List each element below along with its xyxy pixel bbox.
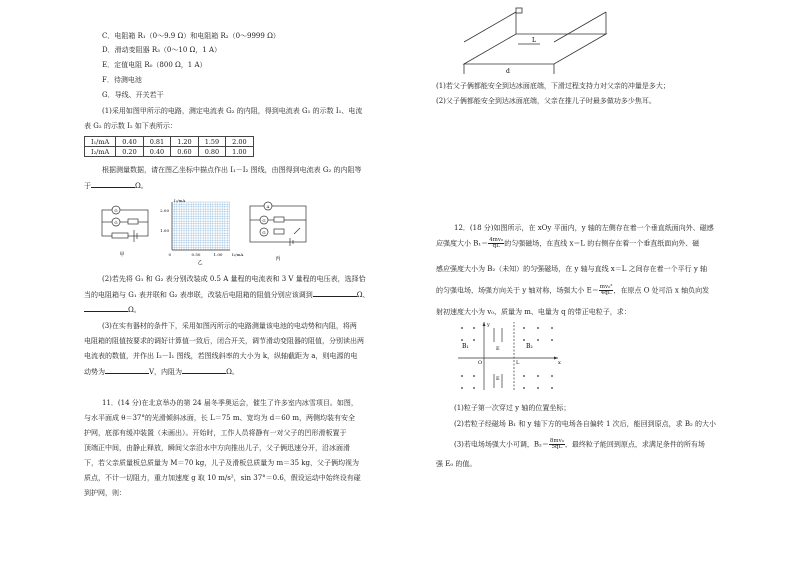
q12-line4 (436, 285, 709, 296)
answer-blank[interactable] (313, 290, 357, 297)
answer-blank[interactable] (84, 305, 128, 312)
table-cell: 0.80 (198, 147, 225, 157)
answer-blank[interactable] (91, 181, 135, 188)
table-cell: 0.60 (171, 147, 198, 157)
q12-sub3 (454, 439, 705, 450)
q10-part2-line1: (2)若先将 G₁ 和 G₂ 表分别改装成 0.5 A 量程的电流表和 3 V 量程的电压表，选择恰 (102, 275, 366, 283)
q12-line2 (436, 238, 699, 249)
l-label: L (516, 360, 520, 366)
q10-part1-line4 (84, 181, 148, 191)
svg-text:A: A (266, 204, 270, 209)
option-f: F．待测电池 (102, 76, 142, 84)
field-dot (537, 327, 539, 329)
table-cell: 2.00 (226, 137, 253, 147)
fig-yi-label: 乙 (197, 260, 203, 266)
field-dot (523, 339, 525, 341)
numerator: 8mv₀ (549, 438, 564, 444)
option-e: E．定值电阻 R₀（800 Ω，1 A） (102, 61, 207, 69)
text: 的匀强电场，场强方向关于 y 轴对称，场强大小 E＝ (436, 286, 599, 295)
x-axis-label: x (558, 360, 561, 366)
field-dot (461, 375, 463, 377)
field-dot (473, 387, 475, 389)
y-tick: 1.00 (160, 228, 169, 233)
field-dot (523, 375, 525, 377)
denominator: 4qL (600, 290, 612, 296)
b1-label: B₁ (462, 343, 469, 350)
text: 应强度大小 B₁＝ (436, 239, 489, 248)
svg-text:G: G (262, 230, 266, 235)
q10-part2-line2 (84, 290, 370, 300)
field-dot (461, 327, 463, 329)
numerator: mv₀² (599, 284, 613, 290)
q12-sub2: (2)若粒子经磁场 B₁ 和 y 轴下方的电场各自偏转 1 次后，能回到原点，求 B₂ 的大小 (454, 420, 717, 428)
field-dot (461, 339, 463, 341)
field-dot (551, 339, 553, 341)
unit: Ω、 (356, 291, 370, 299)
x-tick: 0 (168, 252, 171, 257)
unit: Ω。 (135, 182, 148, 190)
text: 动势为 (84, 368, 105, 376)
unit: Ω。 (128, 306, 141, 314)
table-cell: 0.40 (116, 137, 143, 147)
q10-part1-line1: (1)采用如图甲所示的电路，测定电流表 G₂ 的内阻，得到电流表 G₁ 的示数 I₁、电流 (102, 107, 363, 115)
denominator: qL (492, 243, 500, 249)
slope-width-label: d (506, 68, 510, 75)
fraction-b2 (549, 439, 565, 450)
field-dot (551, 387, 553, 389)
q12-line5: 射初速度大小为 v₀、质量为 m、电量为 q 的带正电粒子，求： (436, 308, 631, 316)
field-dot (523, 327, 525, 329)
field-dot (523, 387, 525, 389)
q10-part3-line1: (3)在实有器材的条件下，采用如图丙所示的电路测量该电池的电动势和内阻，将两 (102, 322, 357, 330)
q10-part3-line4 (84, 367, 239, 377)
circuit-bing (250, 202, 306, 246)
table-cell: 0.81 (143, 137, 170, 147)
q12-line3: 感应强度大小为 B₂（未知）的匀强磁场，在 y 轴与直线 x＝L 之间存在着一个平行 y 轴 (436, 265, 708, 273)
field-dot (473, 375, 475, 377)
field-dot (537, 375, 539, 377)
field-dot (551, 327, 553, 329)
text: ，在原点 O 处可沿 x 轴负向发 (613, 286, 710, 295)
text: ，最终粒子能回到原点，求满足条件的所有场 (564, 440, 705, 449)
table-row (85, 147, 254, 157)
table-cell: 1.20 (171, 137, 198, 147)
slope-length-label: L (532, 37, 536, 44)
text: 的匀强磁场，在直线 x＝L 的右侧存在着一个垂直纸面向外、磁 (504, 239, 700, 248)
denominator: 5qL (551, 444, 563, 450)
fraction-e (599, 285, 614, 296)
q11-line4: 顶端正中间，由静止释放，瞬间父亲沿水中方向推出儿子，父子俩迅速分开，沿冰面滑 (84, 444, 350, 452)
field-dot (537, 339, 539, 341)
b2-label: B₂ (526, 343, 533, 350)
field-diagram (454, 320, 564, 392)
svg-text:G: G (262, 218, 266, 223)
q11-line2: 与水平面成 θ＝37°的光滑倾斜冰面，长 L＝75 m、宽均为 d＝60 m，两侧均装有安全 (84, 414, 355, 422)
circuit-jia (102, 206, 148, 242)
field-dot (551, 375, 553, 377)
q12-line1: 12．(18 分)如图所示，在 xOy 平面内，y 轴的左侧存在着一个垂直纸面向外、磁感 (454, 224, 714, 232)
q11-sub2: (2)父子俩都能安全到达冰面底端，父亲在推儿子时最多做功多少焦耳。 (436, 97, 656, 105)
table-cell: 0.20 (116, 147, 143, 157)
svg-text:G: G (114, 220, 118, 225)
unit: Ω。 (226, 368, 239, 376)
option-g: G．导线、开关若干 (102, 91, 164, 99)
q11-line5: 下，若父亲质量板总质量为 M＝70 kg，儿子及滑板总质量为 m＝35 kg，父子俩均视为 (84, 459, 359, 467)
table-cell: I₂/mA (85, 147, 116, 157)
e-label-bottom: E (496, 376, 500, 382)
table-cell: 0.40 (143, 147, 170, 157)
y-tick: 2.00 (160, 208, 169, 213)
q10-part1-line2: 表 G₂ 的示数 I₂ 如下表所示： (84, 122, 177, 130)
graph-yi (172, 202, 230, 250)
answer-blank[interactable] (182, 367, 226, 374)
q10-part3-line2: 电阻箱的阻值按要求的调好计算值一致后，闭合开关，调节滑动变阻器的阻值，分别读出两 (84, 337, 364, 345)
text: (3)若电场场强大小可调，B₂＝ (454, 440, 549, 449)
q11-line3: 护网，底部有缓冲装置（未画出）。开始时，工作人员将静有一对父子的凹形滑板置于 (84, 429, 347, 437)
measurement-table (84, 136, 254, 157)
q10-part2-line3 (84, 305, 141, 315)
x-tick: 0.50 (191, 252, 201, 257)
y-axis-label: y (487, 322, 490, 328)
field-dot (461, 387, 463, 389)
answer-blank[interactable] (105, 367, 149, 374)
q11-line6: 质点，不计一切阻力，重力加速度 g 取 10 m/s²，sin 37°＝0.6，假设运动中始终设有碰 (84, 474, 361, 482)
fig-bing-label: 丙 (275, 256, 281, 262)
q11-line7: 到护网，则： (84, 489, 126, 497)
field-dot (473, 339, 475, 341)
e-label-top: E (496, 346, 500, 352)
option-c: C．电阻箱 R₁（0～9.9 Ω）和电阻箱 R₂（0～9999 Ω） (102, 32, 280, 40)
option-d: D．滑动变阻器 R₃（0～10 Ω，1 A） (102, 46, 222, 54)
fraction-b1 (488, 238, 504, 249)
q11-sub1: (1)若父子俩都能安全到达冰面底端，下滑过程支持力对父亲的冲量是多大； (436, 82, 670, 90)
origin-label: O (478, 360, 483, 366)
field-dot (537, 387, 539, 389)
numerator: 4mv₀ (489, 237, 504, 243)
figures-row (72, 198, 372, 266)
unit: V，内阻为 (149, 368, 183, 376)
fig-jia-label: 甲 (119, 252, 125, 258)
table-cell: 1.00 (226, 147, 253, 157)
q10-part3-line3: 电流表的数值，并作出 I₂－I₁ 图线，若图线斜率的大小为 k，纵轴截距为 a，则电源的电 (84, 352, 358, 360)
field-dot (473, 327, 475, 329)
text: 于 (84, 182, 91, 190)
ice-slope-figure (456, 4, 616, 76)
q12-sub3-line2: 强 E₀ 的值。 (436, 460, 477, 468)
x-tick: 1.00 (213, 252, 223, 257)
table-row (85, 137, 254, 147)
table-cell: I₁/mA (85, 137, 116, 147)
q11-line1: 11．(14 分)在北京举办的第 24 届冬季奥运会，催生了许多室内冰雪项目。如图， (102, 399, 358, 407)
svg-text:G: G (114, 208, 118, 213)
table-cell: 1.59 (198, 137, 225, 147)
text: 当的电阻箱与 G₁ 表并联和 G₂ 表串联，改装后电阻箱的阻值分别应该调到 (84, 291, 313, 299)
x-axis-label: I₂/mA (232, 252, 244, 257)
y-axis-label: I₁/mA (174, 198, 186, 203)
q12-sub1: (1)粒子第一次穿过 y 轴的位置坐标； (454, 404, 571, 412)
q10-part1-line3: 根据测量数据，请在图乙坐标中描点作出 I₁－I₂ 图线，由图得到电流表 G₂ 的内阻等 (102, 166, 362, 174)
